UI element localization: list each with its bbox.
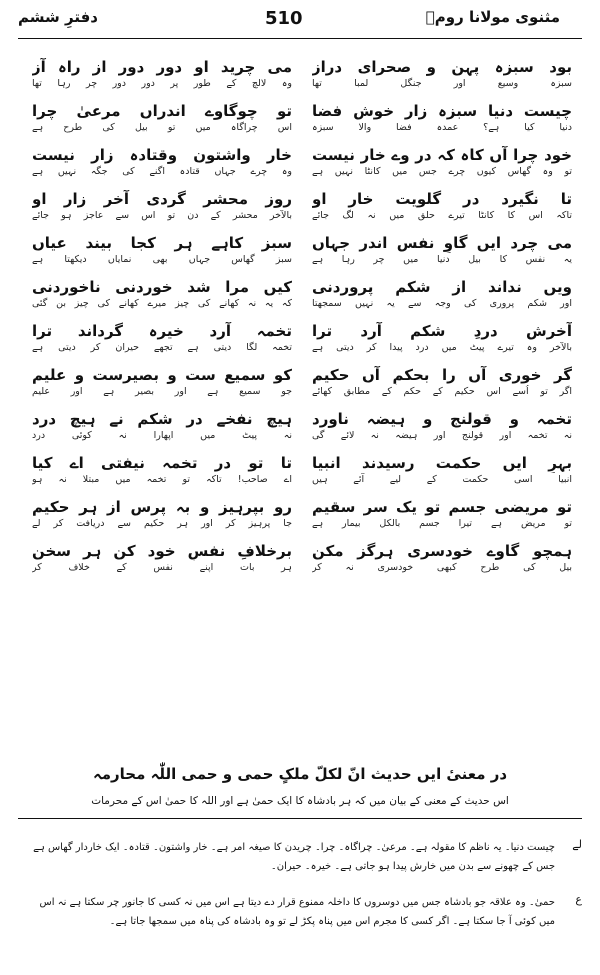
verse-left — [32, 190, 292, 234]
verse-gloss: یہ نفس کا بیل دنیا میں چر رہا ہے — [312, 254, 572, 265]
verse-gloss: بالآخر محشر کے دن تو اس سے عاجز ہو جائے — [32, 210, 292, 221]
verse-left — [32, 410, 292, 454]
verse-left — [32, 58, 292, 102]
verse-gloss: ہر بات اپنے نفس کے خلاف کر — [32, 562, 292, 573]
verse-left — [32, 102, 292, 146]
verse-left — [32, 454, 292, 498]
verse-right — [312, 234, 572, 278]
verse-line: تو مریضی جسم تو یک سر سقیم — [312, 498, 572, 516]
verse-row — [32, 102, 572, 146]
verse-gloss: سبز گھاس جہاں بھی نمایاں دیکھتا ہے — [32, 254, 292, 265]
verse-gloss: جو سمیع ہے اور بصیر ہے اور علیم — [32, 386, 292, 397]
verse-gloss: انبیا اسی حکمت کے لیے آئے ہیں — [312, 474, 572, 485]
verse-line: تا نگیرد در گلویت خار او — [312, 190, 572, 208]
verse-row — [32, 234, 572, 278]
verse-gloss: جا پرہیز کر اور ہر حکیم سے دریافت کر لے — [32, 518, 292, 529]
verse-row — [32, 410, 572, 454]
verse-gloss: نہ پیٹ میں اپھارا نہ کوئی درد — [32, 430, 292, 441]
verse-right — [312, 102, 572, 146]
verse-left — [32, 278, 292, 322]
verse-line: روزِ محشر گردی آخر زار او — [32, 190, 292, 208]
verse-left — [32, 542, 292, 586]
verse-row — [32, 278, 572, 322]
verse-line: خار واشتون وقتادہ زار نیست — [32, 146, 292, 164]
verse-gloss: تو مریض ہے تیرا جسم بالکل بیمار ہے — [312, 518, 572, 529]
verse-line: کیں مرا شد خوردنی ناخوردنی — [32, 278, 292, 296]
verse-row — [32, 366, 572, 410]
verse-line: برخلافِ نفسِ خود کن ہر سخن — [32, 542, 292, 560]
verse-gloss: اس چراگاہ میں تو بیل کی طرح ہے — [32, 122, 292, 133]
verse-gloss: وہ لالچ کے طور پر دور دور چر رہا تھا — [32, 78, 292, 89]
verse-gloss: بیل کی طرح کبھی خودسری نہ کر — [312, 562, 572, 573]
section-heading: در معنیٔ ایں حدیث انّ لکلّ ملکٍ حمی و حمی اللّٰہ محارمہ — [92, 765, 508, 783]
verse-line: ہمچو گاوے خودسری ہرگز مکن — [312, 542, 572, 560]
footnote-marker: ع — [575, 893, 582, 906]
verse-gloss: نہ تخمہ اور قولنج اور ہیضہ نہ لائے گی — [312, 430, 572, 441]
verse-row — [32, 58, 572, 102]
footnote-marker: لے — [572, 838, 582, 851]
verse-left — [32, 366, 292, 410]
verse-right — [312, 498, 572, 542]
book-title: مثنوی مولانا رومؒ — [425, 8, 560, 26]
verse-line: سبز کاہے ہر کجا بیند عیاں — [32, 234, 292, 252]
verse-left — [32, 498, 292, 542]
verse-right — [312, 278, 572, 322]
verse-line: بود سبزہ پہن و صحرای دراز — [312, 58, 572, 76]
footnote-divider — [18, 818, 582, 819]
header-divider — [18, 38, 582, 39]
verse-line: چیست دنیا سبزہ زار خوش فضا — [312, 102, 572, 120]
verse-line: ویں نداند از شکم پروردنی — [312, 278, 572, 296]
verse-line: بہرِ ایں حکمت رسیدند انبیا — [312, 454, 572, 472]
verse-right — [312, 454, 572, 498]
verse-gloss: وہ چرے جہاں قتادہ اگنے کی جگہ نہیں ہے — [32, 166, 292, 177]
verse-right — [312, 58, 572, 102]
verse-line: تو چوگاوے اندراں مرعیٰ چرا — [32, 102, 292, 120]
verse-grid — [32, 58, 572, 586]
verse-row — [32, 542, 572, 586]
verse-right — [312, 322, 572, 366]
verse-gloss: تاکہ اس کا کانٹا تیرے حلق میں نہ لگ جائے — [312, 210, 572, 221]
page-number: 510 — [265, 8, 303, 29]
verse-line: تخمہ و قولنج و ہیضہ ناورد — [312, 410, 572, 428]
verse-right — [312, 190, 572, 234]
verse-left — [32, 234, 292, 278]
verse-row — [32, 498, 572, 542]
verse-left — [32, 146, 292, 190]
verse-gloss: بالآخر وہ تیرے پیٹ میں درد پیدا کر دیتی ہے — [312, 342, 572, 353]
verse-left — [32, 322, 292, 366]
verse-line: می چرید او دور دور از راہ آز — [32, 58, 292, 76]
verse-gloss: اے صاحب! تاکہ تو تخمہ میں مبتلا نہ ہو — [32, 474, 292, 485]
verse-gloss: کہ یہ نہ کھانے کی چیز میرے کھانے کی چیز بن گئی — [32, 298, 292, 309]
verse-line: ہیچ نفخے در شکم نے ہیچ درد — [32, 410, 292, 428]
page-header — [0, 0, 600, 40]
verse-row — [32, 454, 572, 498]
verse-row — [32, 322, 572, 366]
verse-right — [312, 366, 572, 410]
verse-gloss: دنیا کیا ہے؟ عمدہ فضا والا سبزہ — [312, 122, 572, 133]
verse-gloss: تخمہ لگا دیتی ہے تجھے حیران کر دیتی ہے — [32, 342, 292, 353]
verse-row — [32, 146, 572, 190]
verse-right — [312, 542, 572, 586]
verse-right — [312, 410, 572, 454]
verse-line: خود چرا آں کاہ کہ در وے خار نیست — [312, 146, 572, 164]
verse-line: گر خوری آں را بحکمِ آں حکیم — [312, 366, 572, 384]
verse-row — [32, 190, 572, 234]
daftar-label: دفترِ ششم — [18, 8, 98, 26]
verse-line: می چرد ایں گاوِ نفس اندر جہاں — [312, 234, 572, 252]
verse-line: رو بپرہیز و بہ پرس از ہر حکیم — [32, 498, 292, 516]
footnote-text: حمیٰ۔ وہ علاقہ جو بادشاہ جس میں دوسروں کا داخلہ ممنوع قرار دے دیتا ہے اس میں نہ کسی کا جانور چر سکتا ہے نہ اس میں کوئی آ جا سکتا ہے۔ اگر کسی کا مجرم اس میں پناہ پکڑ لے تو وہ بادشاہ کی پناہ میں سمجھا جاتا ہے۔ — [39, 897, 555, 927]
verse-line: کو سمیع ست و بصیرست و علیم — [32, 366, 292, 384]
verse-line: تا تو در تخمہ نیفتی اے کیا — [32, 454, 292, 472]
verse-gloss: اور شکم پروری کی وجہ سے یہ نہیں سمجھتا — [312, 298, 572, 309]
verse-gloss: سبزہ وسیع اور جنگل لمبا تھا — [312, 78, 572, 89]
verse-gloss: اگر تو اُسے اس حکیم کے حکم کے مطابق کھائے — [312, 386, 572, 397]
verse-line: آخرش دردِ شکم آرد ترا — [312, 322, 572, 340]
verse-gloss: تو وہ گھاس کیوں چرے جس میں کانٹا نہیں ہے — [312, 166, 572, 177]
verse-line: تخمہ آرد خیرہ گرداند ترا — [32, 322, 292, 340]
section-heading-translation: اس حدیث کے معنی کے بیان میں کہ ہر بادشاہ کا ایک حمیٰ ہے اور اللہ کا حمیٰ اس کے محرمات — [91, 795, 509, 807]
footnote-text: چیست دنیا۔ یہ ناظم کا مقولہ ہے۔ مرعیٰ۔ چراگاہ۔ چرا۔ چریدن کا صیغہ امر ہے۔ خار واشتون۔ قتادہ۔ ایک خاردار گھاس ہے جس کے چھونے سے بدن میں خارش پیدا ہو جاتی ہے۔ خیرہ۔ حیران۔ — [33, 842, 555, 872]
verse-right — [312, 146, 572, 190]
